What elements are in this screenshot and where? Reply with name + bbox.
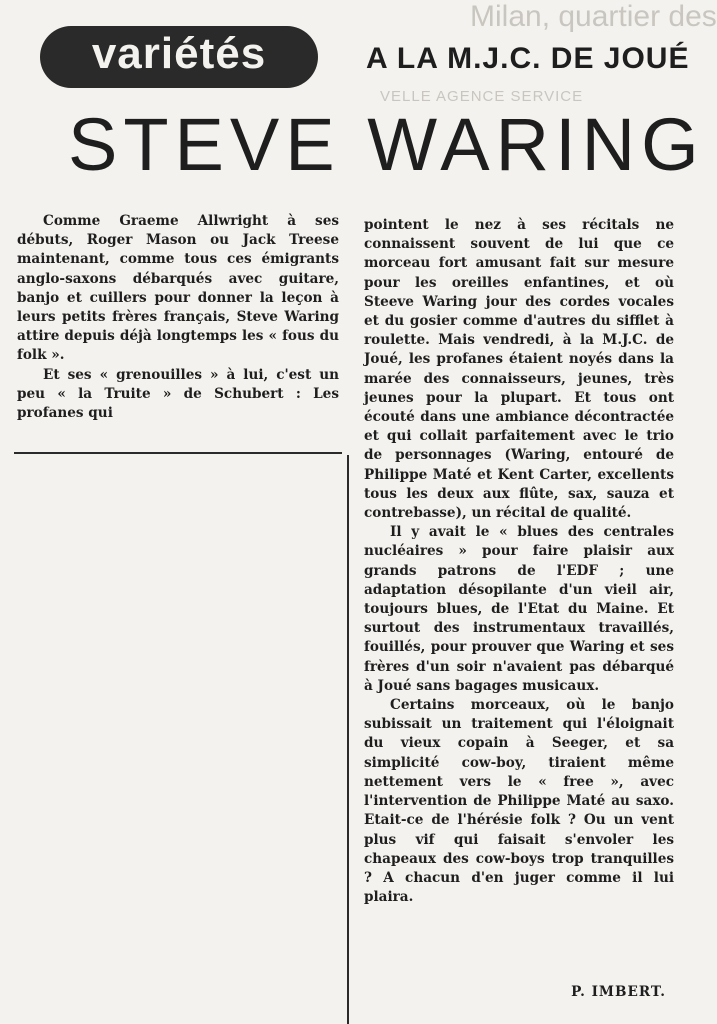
- paragraph: Et ses « grenouilles » à lui, c'est un peu « la Truite » de Schubert : Les profanes qui: [17, 366, 339, 422]
- left-column: [17, 212, 339, 423]
- author-signature: P. IMBERT.: [571, 984, 666, 1000]
- paragraph: Comme Graeme Allwright à ses débuts, Roger Mason ou Jack Treese maintenant, comme tous ces émigrants anglo-saxons débarqués avec guitare, banjo et cuillers pour donner la leçon à leurs petits frères français, Steve Waring attire depuis déjà longtemps les « fous du folk ».: [17, 213, 339, 364]
- paragraph: Il y avait le « blues des centrales nucléaires » pour faire plaisir aux grands patrons de l'EDF ; une adaptation désopilante d'un vieil air, toujours blues, de l'Etat du Maine. Et surtout des instrumentaux travaillés, fouillés, pour prouver que Waring et ses frères d'un soir n'avaient pas débarqué à Joué sans bagages musicaux.: [364, 524, 674, 694]
- horizontal-rule: [14, 452, 342, 454]
- right-column: [364, 216, 674, 907]
- bleed-through-text-middle: VELLE AGENCE SERVICE: [380, 88, 584, 105]
- kicker: A LA M.J.C. DE JOUÉ: [366, 42, 690, 75]
- paragraph: pointent le nez à ses récitals ne connaissent souvent de lui que ce morceau fort amusant fait sur mesure pour les oreilles enfantines, et où Steeve Waring jour des cordes vocales et du gosier comme d'autres du sifflet à roulette. Mais vendredi, à la M.J.C. de Joué, les profanes étaient noyés dans la marée des connaisseurs, jeunes, très jeunes pour la plupart. Et tous ont écouté dans une ambiance décontractée et qui collait parfaitement avec le trio de personnages (Waring, entouré de Philippe Maté et Kent Carter, excellents tous les deux aux flûte, sax, sauza et contrebasse), un récital de qualité.: [364, 217, 674, 522]
- headline: STEVE WARING: [68, 103, 705, 186]
- paragraph: Certains morceaux, où le banjo subissait un traitement qui l'éloignait du vieux copain à Seeger, et sa simplicité cow-boy, tiraient même nettement vers le « free », avec l'intervention de Philippe Maté au saxo. Etait-ce de l'hérésie folk ? Ou un vent plus vif qui faisait s'envoler les chapeaux des cow-boys trop tranquilles ? A chacun d'en juger comme il lui plaira.: [364, 697, 674, 906]
- section-badge: [40, 26, 318, 88]
- section-label: variétés: [91, 29, 267, 78]
- vertical-rule: [347, 455, 349, 1024]
- bleed-through-text-top: Milan, quartier des: [470, 0, 717, 33]
